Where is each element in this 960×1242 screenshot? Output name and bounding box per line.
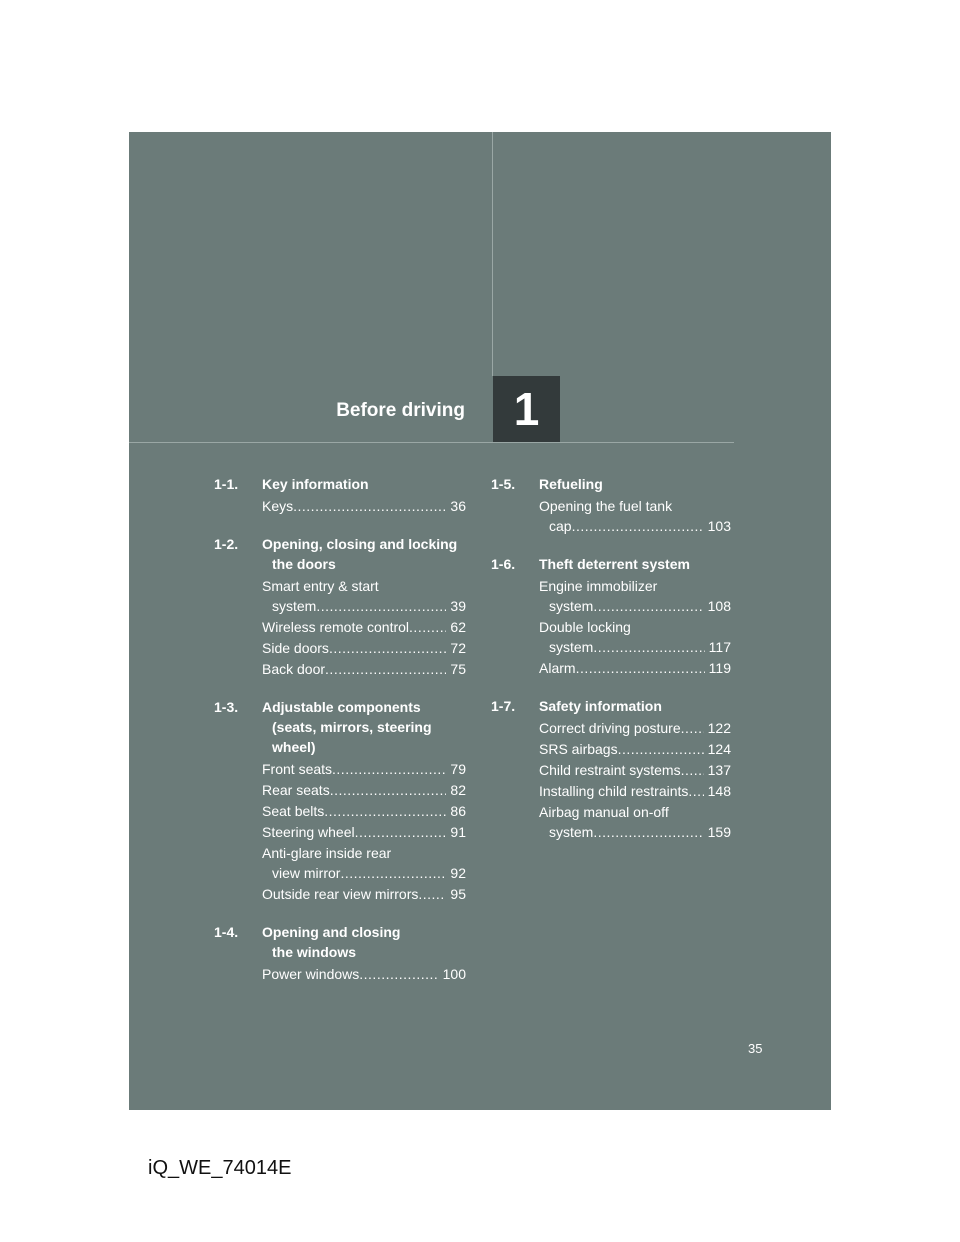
entry-page: 86 (450, 803, 466, 819)
toc-entry[interactable] (539, 781, 731, 801)
section-title-line: Adjustable components (262, 699, 421, 715)
toc-entry[interactable] (262, 801, 466, 821)
entry-page: 103 (707, 518, 731, 534)
document-code: iQ_WE_74014E (148, 1157, 292, 1179)
entry-page: 79 (450, 761, 466, 777)
section-heading (214, 922, 466, 962)
entry-page: 124 (707, 741, 731, 757)
toc-entry[interactable] (539, 802, 731, 842)
entry-leader (549, 596, 704, 616)
entry-page: 75 (450, 661, 466, 677)
entry-name: Smart entry & start (262, 578, 379, 594)
entry-name-cont: system (272, 598, 317, 614)
section-title (262, 922, 466, 962)
section-number: 1-4. (214, 924, 239, 940)
section-heading (491, 554, 731, 574)
section-number: 1-1. (214, 476, 239, 492)
section-title-line: Opening, closing and locking (262, 536, 458, 552)
entry-name: Outside rear view mirrors (262, 886, 419, 902)
entry-name-cont: system (549, 639, 594, 655)
entry-leader (539, 760, 704, 780)
toc-column-right (491, 474, 731, 860)
entry-name: Back door (262, 661, 326, 677)
entry-page: 119 (708, 660, 731, 676)
toc-entry[interactable] (262, 780, 466, 800)
toc-column-left (214, 474, 466, 1002)
page-number: 35 (748, 1041, 763, 1056)
entry-name: Keys (262, 498, 294, 514)
entry-leader (272, 596, 446, 616)
toc-section (214, 697, 466, 904)
entry-line (539, 596, 731, 616)
toc-section (214, 922, 466, 984)
entry-leader (262, 617, 446, 637)
section-heading (491, 474, 731, 494)
section-number: 1-6. (491, 556, 516, 572)
entry-leader (262, 964, 439, 984)
section-items (214, 576, 466, 679)
entry-page: 122 (707, 720, 731, 736)
section-number: 1-3. (214, 699, 239, 715)
entry-leader (549, 822, 704, 842)
toc-entry[interactable] (539, 760, 731, 780)
entry-page: 91 (450, 824, 466, 840)
toc-entry[interactable] (262, 496, 466, 516)
entry-name: Child restraint systems (539, 762, 681, 778)
toc-section (491, 696, 731, 842)
entry-page: 108 (707, 598, 731, 614)
divider-horizontal (129, 442, 734, 443)
entry-name-cont: cap (549, 518, 572, 534)
entry-leader (539, 781, 704, 801)
entry-leader (272, 863, 446, 883)
entry-name: Engine immobilizer (539, 578, 658, 594)
section-title-line: Opening and closing (262, 924, 401, 940)
entry-leader (262, 884, 446, 904)
section-title (262, 697, 466, 757)
section-title-line: Theft deterrent system (539, 556, 690, 572)
section-title-line: (seats, mirrors, steering (272, 719, 432, 735)
toc-entry[interactable] (539, 576, 731, 616)
section-title-line: wheel) (272, 739, 316, 755)
entry-name: Opening the fuel tank (539, 498, 673, 514)
entry-name: Side doors (262, 640, 329, 656)
entry-leader (262, 759, 446, 779)
entry-name: Anti-glare inside rear (262, 845, 392, 861)
section-heading (214, 474, 466, 494)
section-items (491, 496, 731, 536)
entry-line (262, 596, 466, 616)
entry-line (539, 516, 731, 536)
section-number: 1-2. (214, 536, 239, 552)
section-title-line: the windows (272, 944, 356, 960)
toc-entry[interactable] (262, 659, 466, 679)
entry-leader (539, 718, 704, 738)
entry-page: 148 (707, 783, 731, 799)
entry-name-cont: system (549, 598, 594, 614)
entry-name: Seat belts (262, 803, 325, 819)
entry-leader (262, 801, 446, 821)
entry-name: Front seats (262, 761, 333, 777)
toc-entry[interactable] (262, 843, 466, 883)
entry-page: 39 (450, 598, 466, 614)
entry-leader (262, 822, 446, 842)
section-title (539, 696, 731, 716)
entry-name: Wireless remote control (262, 619, 410, 635)
entry-page: 95 (450, 886, 466, 902)
entry-leader (262, 638, 446, 658)
toc-entry[interactable] (539, 496, 731, 536)
entry-name: Installing child restraints (539, 783, 689, 799)
toc-entry[interactable] (262, 759, 466, 779)
entry-page: 82 (450, 782, 466, 798)
entry-name: Correct driving posture (539, 720, 681, 736)
entry-name: Steering wheel (262, 824, 355, 840)
entry-name: Rear seats (262, 782, 330, 798)
toc-entry[interactable] (539, 718, 731, 738)
toc-entry[interactable] (262, 964, 466, 984)
section-number: 1-7. (491, 698, 516, 714)
toc-entry[interactable] (539, 739, 731, 759)
entry-page: 92 (450, 865, 466, 881)
section-title-line: the doors (272, 556, 336, 572)
toc-entry[interactable] (262, 884, 466, 904)
toc-section (214, 534, 466, 679)
toc-entry[interactable] (262, 617, 466, 637)
chapter-number: 1 (513, 383, 540, 435)
entry-name: Power windows (262, 966, 360, 982)
entry-leader (262, 659, 446, 679)
entry-name: Airbag manual on-off (539, 804, 669, 820)
entry-name-cont: view mirror (272, 865, 341, 881)
section-heading (214, 534, 466, 574)
entry-name: Alarm (539, 660, 576, 676)
entry-leader (262, 780, 446, 800)
section-title (539, 554, 731, 574)
entry-leader (262, 496, 446, 516)
toc-entry[interactable] (539, 658, 731, 678)
entry-name: Double locking (539, 619, 631, 635)
entry-page: 100 (442, 966, 466, 982)
toc-section (491, 554, 731, 678)
entry-page: 117 (708, 639, 731, 655)
entry-line (262, 863, 466, 883)
section-items (214, 964, 466, 984)
entry-line (539, 822, 731, 842)
entry-line (539, 637, 731, 657)
entry-page: 137 (707, 762, 731, 778)
entry-leader (549, 516, 704, 536)
section-items (214, 496, 466, 516)
entry-page: 36 (450, 498, 466, 514)
section-items (491, 576, 731, 678)
entry-leader (539, 739, 704, 759)
section-title-line: Safety information (539, 698, 662, 714)
section-title (262, 474, 466, 494)
toc-section (491, 474, 731, 536)
entry-name-cont: system (549, 824, 594, 840)
toc-entry[interactable] (262, 576, 466, 616)
toc-entry[interactable] (262, 638, 466, 658)
entry-page: 72 (450, 640, 466, 656)
section-items (491, 718, 731, 842)
section-title-line: Refueling (539, 476, 603, 492)
entry-name: SRS airbags (539, 741, 618, 757)
section-items (214, 759, 466, 904)
toc-section (214, 474, 466, 516)
toc-entry[interactable] (262, 822, 466, 842)
section-heading (214, 697, 466, 757)
section-title (262, 534, 466, 574)
toc-entry[interactable] (539, 617, 731, 657)
entry-leader (539, 658, 705, 678)
entry-page: 159 (707, 824, 731, 840)
section-number: 1-5. (491, 476, 516, 492)
section-heading (491, 696, 731, 716)
chapter-number-box (493, 376, 560, 442)
divider-vertical (492, 132, 493, 376)
section-title-line: Key information (262, 476, 369, 492)
entry-leader (549, 637, 705, 657)
entry-page: 62 (450, 619, 466, 635)
chapter-title: Before driving (336, 400, 465, 421)
section-title (539, 474, 731, 494)
